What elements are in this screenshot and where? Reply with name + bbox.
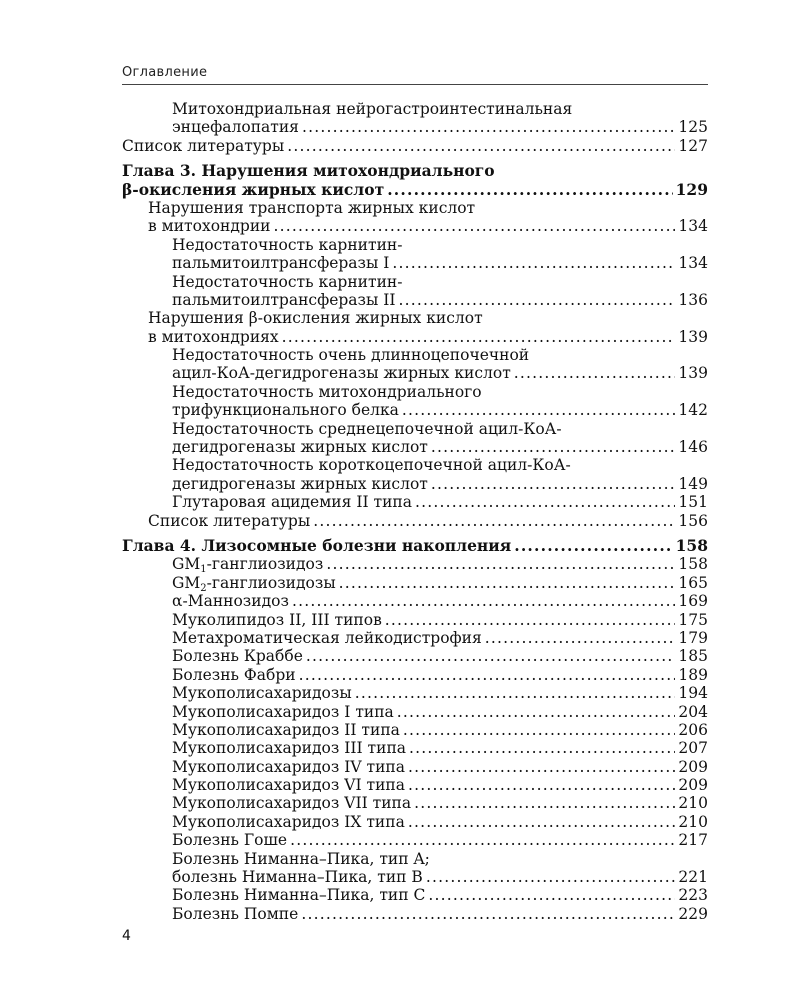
toc-entry (122, 181, 708, 199)
toc-entry-title: Недостаточность карнитин- (172, 235, 403, 254)
toc-entry-page: 204 (678, 702, 708, 721)
toc-entry (122, 137, 708, 155)
toc-entry-title: α-Маннозидоз (172, 592, 289, 611)
dot-leader (355, 684, 676, 702)
toc-entry-page: 136 (678, 290, 708, 309)
toc-entry-title: Митохондриальная нейрогастроинтестинальная (172, 100, 573, 118)
toc-entry-title: в митохондриях (148, 327, 279, 346)
dot-leader (387, 181, 672, 199)
toc-entry-page: 221 (678, 868, 708, 887)
toc-entry-title: Мукополисахаридоз IX типа (172, 812, 405, 831)
toc-entry (122, 721, 708, 739)
toc-entry-title: Болезнь Ниманна–Пика, тип A; (172, 849, 430, 868)
toc-entry (122, 555, 708, 573)
dot-leader (313, 512, 675, 530)
toc-entry-title: β-окисления жирных кислот (122, 180, 385, 199)
dot-leader (326, 555, 675, 573)
toc-entry (122, 574, 708, 592)
toc-entry (122, 456, 708, 474)
dot-leader (302, 118, 675, 136)
toc-entry (122, 703, 708, 721)
toc-entry-title: трифункционального белка (172, 401, 399, 420)
toc-entry (122, 118, 708, 136)
dot-leader (282, 328, 676, 346)
toc-entry (122, 328, 708, 346)
toc-entry-title: Нарушения транспорта жирных кислот (148, 198, 476, 217)
toc-entry (122, 364, 708, 382)
dot-leader (514, 364, 676, 382)
toc-entry (122, 813, 708, 831)
toc-entry-page: 149 (678, 474, 708, 493)
toc-entry-title: Болезнь Гоше (172, 831, 288, 850)
toc-entry-page: 146 (678, 438, 708, 457)
toc-entry-title: Мукополисахаридоз III типа (172, 739, 407, 758)
toc-entry-subscript: 1 (200, 564, 207, 574)
dot-leader (426, 868, 676, 886)
toc-entry-page: 209 (678, 757, 708, 776)
toc-entry (122, 475, 708, 493)
toc-entry-title: в митохондрии (148, 217, 271, 236)
toc-entry-page: 206 (678, 720, 708, 739)
toc-entry (122, 905, 708, 923)
toc-entry (122, 886, 708, 904)
toc-entry-title: Муколипидоз II, III типов (172, 610, 382, 629)
toc-entry-page: 127 (678, 136, 708, 155)
toc-entry (122, 254, 708, 272)
dot-leader (415, 493, 675, 511)
toc-entry-title: Мукополисахаридоз VI типа (172, 776, 405, 795)
toc-entry (122, 684, 708, 702)
dot-leader (414, 794, 675, 812)
toc-entry (122, 401, 708, 419)
toc-entry-page: 125 (678, 118, 708, 137)
dot-leader (409, 739, 675, 757)
toc-entry (122, 162, 708, 180)
dot-leader (408, 758, 675, 776)
toc-entry-title: пальмитоилтрансферазы I (172, 254, 390, 273)
toc-entry-page: 158 (675, 536, 708, 555)
toc-entry (122, 850, 708, 868)
toc-entry-page: 194 (678, 684, 708, 703)
toc-entry-title: Глутаровая ацидемия II типа (172, 493, 412, 512)
toc-entry-title: Мукополисахаридоз VII типа (172, 794, 412, 813)
toc-entry (122, 273, 708, 291)
toc-entry-title: болезнь Ниманна–Пика, тип B (172, 868, 423, 887)
dot-leader (399, 291, 676, 309)
toc-entry-page: 169 (678, 592, 708, 611)
running-header (122, 62, 708, 85)
toc-entry-title: $GM_2$-ганглиозидозы (172, 573, 336, 593)
dot-leader (408, 813, 676, 831)
dot-leader (392, 254, 675, 272)
toc-entry (122, 383, 708, 401)
page-number: 4 (122, 928, 131, 944)
toc-entry-page: 207 (678, 739, 708, 758)
dot-leader (301, 905, 675, 923)
dot-leader (431, 438, 676, 456)
toc-entry-page: 175 (678, 610, 708, 629)
toc-entry-title: $GM_1$-ганглиозидоз (172, 555, 324, 574)
toc-entry-subscript: 2 (200, 582, 207, 593)
toc-entry (122, 291, 708, 309)
toc-entry (122, 438, 708, 456)
toc-entry-page: 210 (678, 812, 708, 831)
toc-entry-title: энцефалопатия (172, 118, 299, 137)
dot-leader (292, 592, 675, 610)
toc-entry-page: 139 (678, 327, 708, 346)
toc-entry (122, 739, 708, 757)
toc-entry-page: 209 (678, 776, 708, 795)
toc-entry-page: 223 (678, 886, 708, 905)
dot-leader (403, 721, 675, 739)
toc-entry (122, 611, 708, 629)
dot-leader (306, 647, 676, 665)
toc-entry-page: 165 (678, 573, 708, 592)
toc-entry (122, 666, 708, 684)
toc-entry-page: 217 (678, 831, 708, 850)
toc-entry (122, 512, 708, 530)
dot-leader (485, 629, 676, 647)
toc-entry (122, 831, 708, 849)
toc-entry-title: дегидрогеназы жирных кислот (172, 438, 428, 457)
dot-leader (299, 666, 676, 684)
toc-entry-title: Глава 3. Нарушения митохондриального (122, 162, 495, 181)
toc-entry-title: Болезнь Краббе (172, 647, 303, 666)
toc-entry-page: 179 (678, 628, 708, 647)
toc-entry-page: 129 (675, 180, 708, 199)
dot-leader (290, 831, 675, 849)
dot-leader (431, 475, 676, 493)
toc-entry-title: Метахроматическая лейкодистрофия (172, 628, 482, 647)
toc-entry-title: Недостаточность короткоцепочечной ацил-КоА- (172, 456, 571, 475)
toc-entry (122, 592, 708, 610)
toc-entry (122, 537, 708, 555)
dot-leader (514, 537, 672, 555)
toc-entry-title: Болезнь Помпе (172, 904, 299, 923)
running-header-title: Оглавление (122, 65, 208, 80)
toc-entry-page: 189 (678, 665, 708, 684)
toc-entry (122, 868, 708, 886)
toc-entry-page: 229 (678, 904, 708, 923)
toc-entry (122, 758, 708, 776)
toc-entry-title: Недостаточность среднецепочечной ацил-КоА- (172, 419, 562, 438)
toc-entry-title: пальмитоилтрансферазы II (172, 290, 396, 309)
toc-entry-page: 156 (678, 511, 708, 530)
toc-entry-page: 158 (678, 555, 708, 574)
toc-entry-title: Недостаточность митохондриального (172, 382, 482, 401)
dot-leader (428, 886, 675, 904)
toc-entry-title: Мукополисахаридоз IV типа (172, 757, 405, 776)
toc-entry-title: дегидрогеназы жирных кислот (172, 474, 428, 493)
toc-entry-title: Мукополисахаридоз II типа (172, 720, 400, 739)
toc-entry-title: Нарушения β-окисления жирных кислот (148, 309, 483, 328)
toc-entry (122, 236, 708, 254)
toc-entry (122, 493, 708, 511)
dot-leader (339, 574, 676, 592)
toc-entry-title: Болезнь Фабри (172, 665, 296, 684)
toc-entry-title: Глава 4. Лизосомные болезни накопления (122, 536, 512, 555)
table-of-contents (122, 100, 708, 923)
toc-entry (122, 100, 708, 118)
toc-entry-page: 142 (678, 401, 708, 420)
toc-entry (122, 309, 708, 327)
toc-entry-title: ацил-КоА-дегидрогеназы жирных кислот (172, 364, 511, 383)
toc-entry (122, 794, 708, 812)
toc-entry (122, 217, 708, 235)
dot-leader (408, 776, 675, 794)
dot-leader (287, 137, 675, 155)
toc-entry (122, 420, 708, 438)
toc-entry-title: Недостаточность очень длинноцепочечной (172, 346, 530, 365)
toc-entry (122, 647, 708, 665)
dot-leader (273, 217, 675, 235)
toc-entry-page: 134 (678, 254, 708, 273)
toc-entry-title: Мукополисахаридоз I типа (172, 702, 394, 721)
dot-leader (385, 611, 676, 629)
toc-entry-title: Болезнь Ниманна–Пика, тип C (172, 886, 426, 905)
toc-entry-title: Мукополисахаридозы (172, 684, 352, 703)
toc-entry-title: Список литературы (122, 136, 285, 155)
toc-entry-title: Список литературы (148, 511, 311, 530)
toc-entry (122, 629, 708, 647)
toc-entry-page: 210 (678, 794, 708, 813)
toc-entry (122, 776, 708, 794)
toc-entry (122, 199, 708, 217)
toc-entry-page: 151 (678, 493, 708, 512)
dot-leader (397, 703, 676, 721)
toc-entry (122, 346, 708, 364)
toc-entry-title: Недостаточность карнитин- (172, 272, 403, 291)
toc-entry-page: 139 (678, 364, 708, 383)
dot-leader (402, 401, 675, 419)
toc-entry-page: 134 (678, 217, 708, 236)
toc-entry-page: 185 (678, 647, 708, 666)
